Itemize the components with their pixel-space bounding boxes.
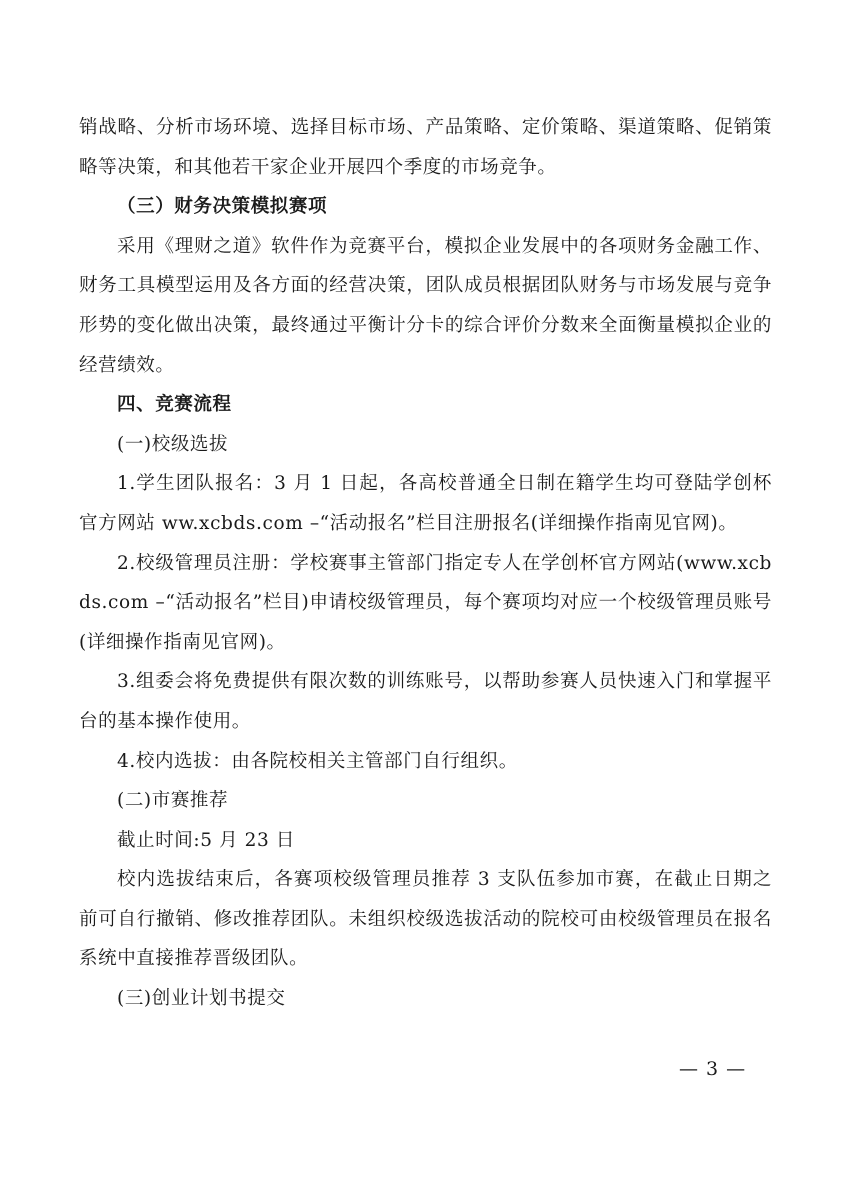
paragraph-training-accounts: 3.组委会将免费提供有限次数的训练账号，以帮助参赛人员快速入门和掌握平台的基本操作使用。 — [79, 671, 772, 732]
subheading-finance-decision: （三）财务决策模拟赛项 — [117, 196, 328, 218]
subheading-business-plan-submission: (三)创业计划书提交 — [117, 988, 286, 1010]
subheading-school-selection: (一)校级选拔 — [117, 433, 229, 455]
subheading-city-recommendation: (二)市赛推荐 — [117, 790, 229, 812]
paragraph-recommendation-details: 校内选拔结束后，各赛项校级管理员推荐 3 支队伍参加市赛，在截止日期之前可自行撤销、修改推荐团队。未组织校级选拔活动的院校可由校级管理员在报名系统中直接推荐晋级团队。 — [79, 869, 772, 970]
paragraph-deadline: 截止时间:5 月 23 日 — [117, 829, 295, 851]
paragraph-finance-description: 采用《理财之道》软件作为竞赛平台，模拟企业发展中的各项财务金融工作、财务工具模型运用及各方面的经营决策，团队成员根据团队财务与市场发展与竞争形势的变化做出决策，最终通过平衡计分卡的综合评价分数来全面衡量模拟企业的经营绩效。 — [79, 235, 772, 376]
paragraph-internal-selection: 4.校内选拔：由各院校相关主管部门自行组织。 — [117, 750, 518, 772]
paragraph-marketing-continuation: 销战略、分析市场环境、选择目标市场、产品策略、定价策略、渠道策略、促销策略等决策，和其他若干家企业开展四个季度的市场竞争。 — [79, 117, 772, 178]
paragraph-admin-registration: 2.校级管理员注册：学校赛事主管部门指定专人在学创杯官方网站(www.xcbds.com –“活动报名”栏目)申请校级管理员，每个赛项均对应一个校级管理员账号(详细操作指南见官网)。 — [79, 552, 772, 653]
page-number: — 3 — — [679, 1058, 747, 1080]
heading-competition-process: 四、竞赛流程 — [117, 394, 232, 416]
document-body — [79, 108, 772, 1019]
paragraph-team-registration: 1.学生团队报名：3 月 1 日起，各高校普通全日制在籍学生均可登陆学创杯官方网站 ww.xcbds.com –“活动报名”栏目注册报名(详细操作指南见官网)。 — [79, 473, 772, 534]
